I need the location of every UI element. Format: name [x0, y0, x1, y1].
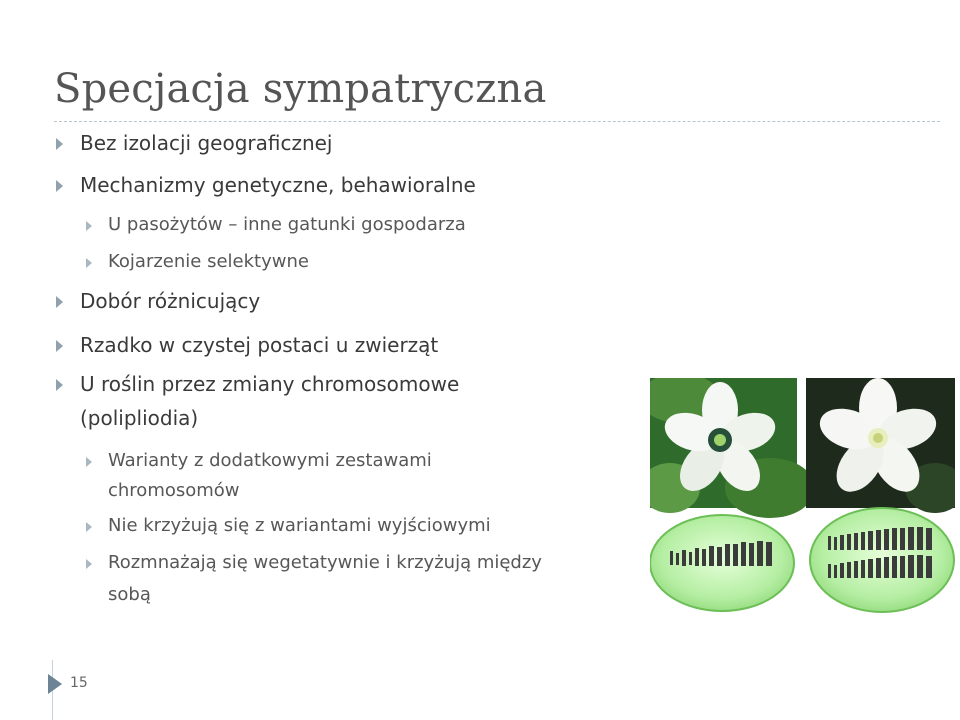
page-number: 15 [70, 675, 88, 691]
sub-bullet-2: Kojarzenie selektywne [108, 251, 309, 272]
bullet-3: Dobór różnicujący [80, 289, 261, 313]
sub-bullet-3-cont: chromosomów [108, 480, 240, 501]
sub-bullet-arrow-icon [86, 221, 92, 231]
cell-diploid-chromosomes [650, 515, 794, 611]
bullet-4: Rzadko w czystej postaci u zwierząt [80, 333, 439, 357]
sub-bullet-5-cont: sobą [108, 584, 151, 605]
sub-bullet-arrow-icon [86, 559, 92, 569]
sub-bullet-3: Warianty z dodatkowymi zestawami [108, 450, 432, 471]
sub-bullet-arrow-icon [86, 457, 92, 467]
bullet-arrow-icon [56, 180, 63, 192]
sub-bullet-1: U pasożytów – inne gatunki gospodarza [108, 214, 466, 235]
sub-bullet-4: Nie krzyżują się z wariantami wyjściowymi [108, 515, 491, 536]
bullet-5-cont: (polipliodia) [80, 406, 199, 430]
bullet-arrow-icon [56, 138, 63, 150]
flower-photo-diploid [650, 378, 815, 518]
sub-bullet-arrow-icon [86, 258, 92, 268]
bullet-arrow-icon [56, 379, 63, 391]
polyploidy-illustration [650, 378, 955, 618]
sub-bullet-5: Rozmnażają się wegetatywnie i krzyżują między [108, 552, 542, 573]
bullet-arrow-icon [56, 340, 63, 352]
slide-title: Specjacja sympatryczna [54, 66, 547, 112]
sub-bullet-arrow-icon [86, 522, 92, 532]
bullet-1: Bez izolacji geograficznej [80, 131, 333, 155]
footer-arrow-icon [48, 674, 62, 694]
flower-photo-polyploid [806, 378, 955, 513]
bullet-arrow-icon [56, 296, 63, 308]
bullet-5: U roślin przez zmiany chromosomowe [80, 372, 460, 396]
cell-polyploid-chromosomes [810, 508, 954, 612]
bullet-2: Mechanizmy genetyczne, behawioralne [80, 173, 476, 197]
